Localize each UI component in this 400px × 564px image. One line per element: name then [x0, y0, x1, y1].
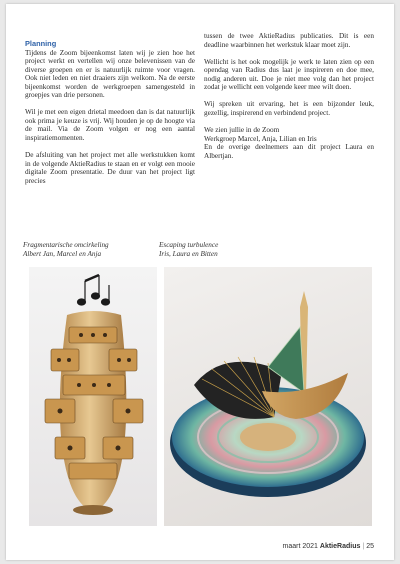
paragraph: De afsluiting van het project met alle werkstukken komt in de volgende AktieRadius te staan en er volgt een mooie digitale Zoom presentatie. De duur van het project ligt precies — [25, 151, 195, 185]
paragraph: Wellicht is het ook mogelijk je werk te laten zien op een opendag van Radius dus laat je inspireren en doe mee, nodig anderen uit. Doe je niet mee volg dan het project zodat je wellicht een volgende keer mee wilt doen. — [204, 57, 374, 92]
closing-line: We zien jullie in de Zoom — [204, 126, 280, 135]
paragraph: tussen de twee AktieRadius publicaties. Dit is een deadline waarbinnen het werkstuk klaar moet zijn. — [204, 32, 374, 49]
right-text-column — [204, 32, 374, 160]
figure-caption — [159, 241, 329, 258]
magazine-page — [6, 4, 394, 560]
boat-on-disc-sculpture-icon — [164, 267, 372, 526]
issue-date: maart 2021 — [282, 543, 318, 550]
figure-title: Fragmentarische omcirkeling — [23, 241, 109, 249]
paragraph: Wil je met een eigen drietal meedoen dan is dat natuurlijk ook prima je keuze is vrij. Wij houden je op de hoogte via de mail. Via de Zoom volgen er nog een aantal inspiratiemomenten. — [25, 108, 195, 143]
magazine-name: AktieRadius — [319, 543, 361, 550]
page-footer — [283, 543, 374, 550]
figure-caption — [23, 241, 163, 258]
divider: | — [362, 543, 365, 550]
sculpture-photo-boat — [164, 267, 372, 526]
section-heading: Planning — [25, 39, 57, 48]
closing-line: Werkgroep Marcel, Anja, Lilian en Iris — [204, 134, 317, 143]
figure-credit: Albert Jan, Marcel en Anja — [23, 249, 102, 258]
paragraph: Tijdens de Zoom bijeenkomst laten wij je zien hoe het project werkt en vertellen wij onze belevenissen van de diverse groepen en er is natuurlijk ruimte voor vragen. Ook niet leden en niet draaiers zijn welkom. Na de eerste bijeenkomst worden de werkgroepen samengesteld in groepjes van drie personen. — [25, 48, 195, 100]
left-text-column — [25, 40, 195, 194]
paragraph: Wij spreken uit ervaring, het is een bijzonder leuk, gezellig, inspirerend en verbindend project. — [204, 100, 374, 117]
wooden-vase-sculpture-icon — [29, 267, 157, 526]
closing-line: En de overige deelnemers aan dit project Laura en Albertjan. — [204, 143, 374, 160]
figure-title: Escaping turbulence — [159, 241, 219, 249]
page-number: 25 — [366, 543, 374, 550]
sculpture-photo-vase — [29, 267, 157, 526]
figure-credit: Iris, Laura en Bitten — [159, 249, 218, 258]
